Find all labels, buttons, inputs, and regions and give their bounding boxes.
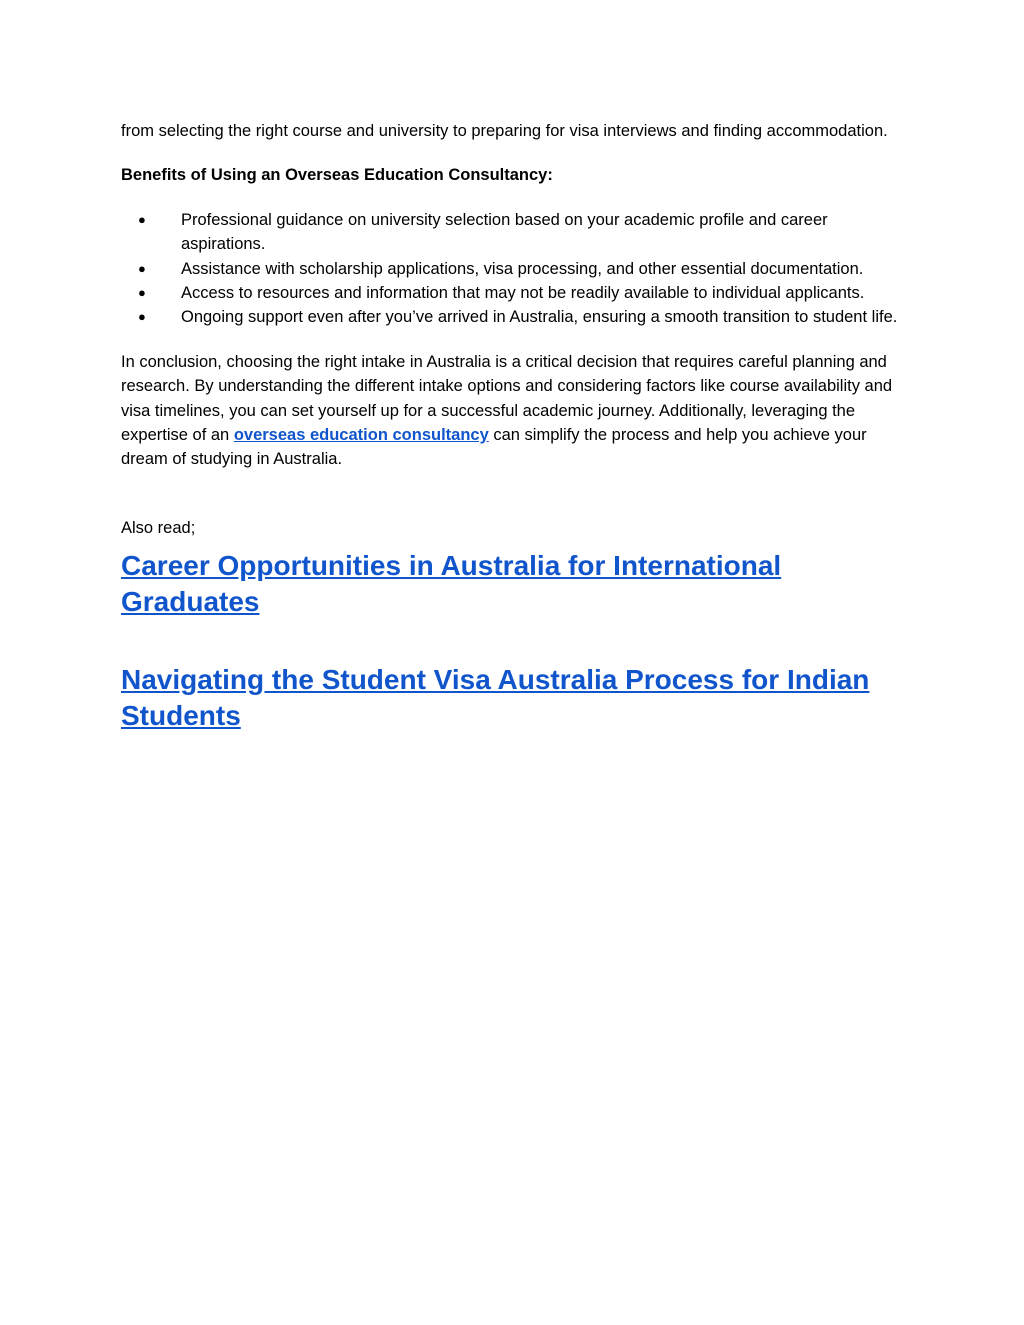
bullet-icon: ● (138, 260, 146, 276)
bullet-icon: ● (138, 309, 146, 325)
bullet-icon: ● (138, 211, 146, 227)
intro-paragraph: from selecting the right course and university to preparing for visa interviews and finding accommodation. (121, 122, 888, 140)
conclusion-text-end: can simplify the process and help you achieve your dream of studying in Australia. (121, 426, 867, 469)
conclusion-text-start: In conclusion, choosing the right intake in Australia is a critical decision that requires careful planning and research. By understanding the different intake options and considering factors like course availability and visa timelines, you can set yourself up for a successful academic journey. Additionally, leveraging the expertise of an (121, 352, 893, 445)
benefits-heading: Benefits of Using an Overseas Education Consultancy: (121, 166, 553, 185)
benefit-text: Assistance with scholarship applications, visa processing, and other essential documentation. (181, 259, 864, 278)
list-item (121, 208, 911, 257)
related-link-student-visa[interactable]: Navigating the Student Visa Australia Process for Indian Students (121, 664, 870, 732)
benefit-text: Ongoing support even after you’ve arrived in Australia, ensuring a smooth transition to student life. (181, 308, 898, 327)
overseas-education-consultancy-link[interactable]: overseas education consultancy (233, 426, 489, 445)
also-read-label: Also read; (121, 518, 196, 537)
list-item (121, 281, 911, 305)
benefit-text: Professional guidance on university selection based on your academic profile and career aspirations. (181, 210, 828, 254)
list-item (121, 257, 911, 281)
bullet-icon: ● (138, 285, 146, 301)
benefit-text: Access to resources and information that may not be readily available to individual applicants. (181, 284, 865, 303)
benefits-list (121, 208, 911, 330)
related-link-career-opportunities[interactable]: Career Opportunities in Australia for International Graduates (121, 550, 782, 618)
conclusion-paragraph (121, 350, 911, 472)
document-page (121, 119, 911, 776)
list-item (121, 305, 911, 329)
